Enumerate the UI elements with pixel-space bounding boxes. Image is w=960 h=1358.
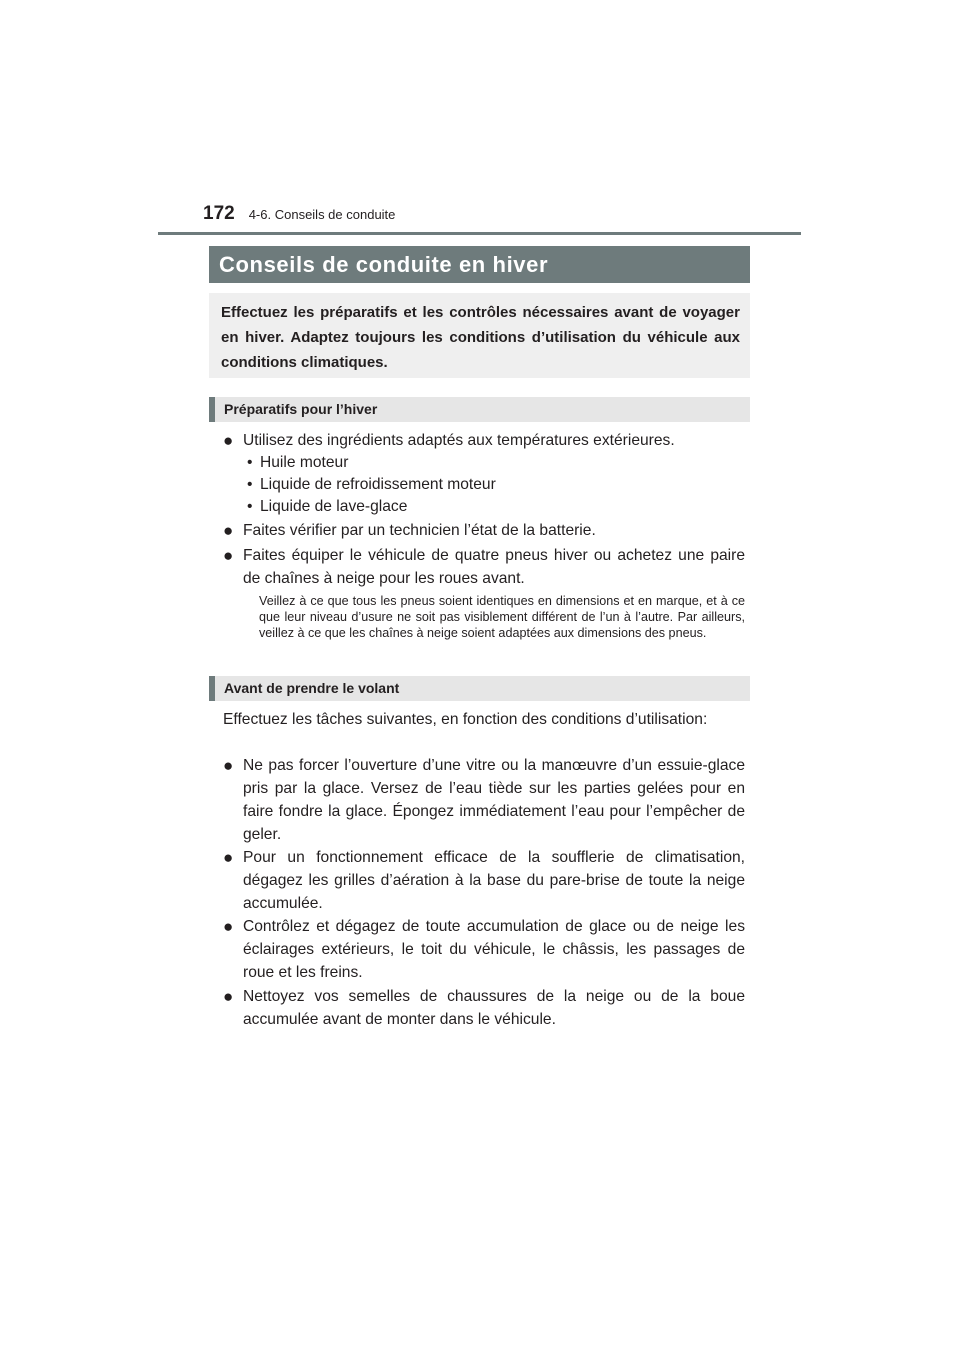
bullet-text: Faites équiper le véhicule de quatre pneus hiver ou achetez une paire de chaînes à neige pour les roues avant. [243,547,745,587]
bullet-icon: ● [223,546,234,565]
bullet-winter-tires [223,544,745,590]
section-reference: 4-6. Conseils de conduite [248,207,396,222]
bullet-battery [223,519,745,542]
page-header [203,203,395,225]
bullet-frozen-window [223,754,745,846]
heading-before-driving: Avant de prendre le volant [209,676,750,701]
before-driving-intro: Effectuez les tâches suivantes, en fonction des conditions d’utilisation: [223,711,708,728]
page-title: Conseils de conduite en hiver [209,246,750,283]
bullet-icon: ● [223,431,234,450]
bullet-text: Pour un fonctionnement efficace de la soufflerie de climatisation, dégagez les grilles d’aération à la base du pare-brise de toute la neige accumulée. [243,849,745,912]
tire-note: Veillez à ce que tous les pneus soient identiques en dimensions et en marque, et à ce que leur niveau d’usure ne soit pas visiblement différent de l’un à l’autre. Par ailleurs, veillez à ce que les chaînes à neige soient adaptées aux dimensions des pneus. [259,594,745,640]
subitem-icon: • [247,454,253,471]
bullet-text: Nettoyez vos semelles de chaussures de la neige ou de la boue accumulée avant de monter dans le véhicule. [243,988,745,1028]
heading-preparation: Préparatifs pour l’hiver [209,397,750,422]
bullet-icon: ● [223,917,234,936]
bullet-clear-ice [223,915,745,984]
bullet-text: Utilisez des ingrédients adaptés aux températures extérieures. [243,432,675,449]
subitem-text: Liquide de refroidissement moteur [260,476,496,493]
subitem-engine-oil [247,452,348,474]
subitem-text: Liquide de lave-glace [260,498,408,515]
bullet-icon: ● [223,987,234,1006]
bullet-air-vents [223,846,745,915]
bullet-icon: ● [223,521,234,540]
subitem-washer-fluid [247,496,407,518]
subitem-text: Huile moteur [260,454,349,471]
bullet-clean-shoes [223,985,745,1031]
bullet-text: Faites vérifier par un technicien l’état de la batterie. [243,522,596,539]
subitem-icon: • [247,476,253,493]
subitem-icon: • [247,498,253,515]
subitem-coolant [247,474,496,496]
page-number: 172 [203,203,235,224]
intro-box: Effectuez les préparatifs et les contrôles nécessaires avant de voyager en hiver. Adaptez toujours les conditions d’utilisation du véhicule aux conditions climatiques. [209,293,750,378]
bullet-text: Contrôlez et dégagez de toute accumulation de glace ou de neige les éclairages extérieurs, le toit du véhicule, le châssis, les passages de roue et les freins. [243,918,745,981]
header-divider [158,232,801,235]
bullet-ingredients [223,429,745,452]
bullet-text: Ne pas forcer l’ouverture d’une vitre ou la manœuvre d’un essuie-glace pris par la glace. Versez de l’eau tiède sur les parties gelées pour en faire fondre la glace. Épongez immédiatement l’eau pour l’empêcher de geler. [243,757,745,843]
bullet-icon: ● [223,756,234,775]
bullet-icon: ● [223,848,234,867]
